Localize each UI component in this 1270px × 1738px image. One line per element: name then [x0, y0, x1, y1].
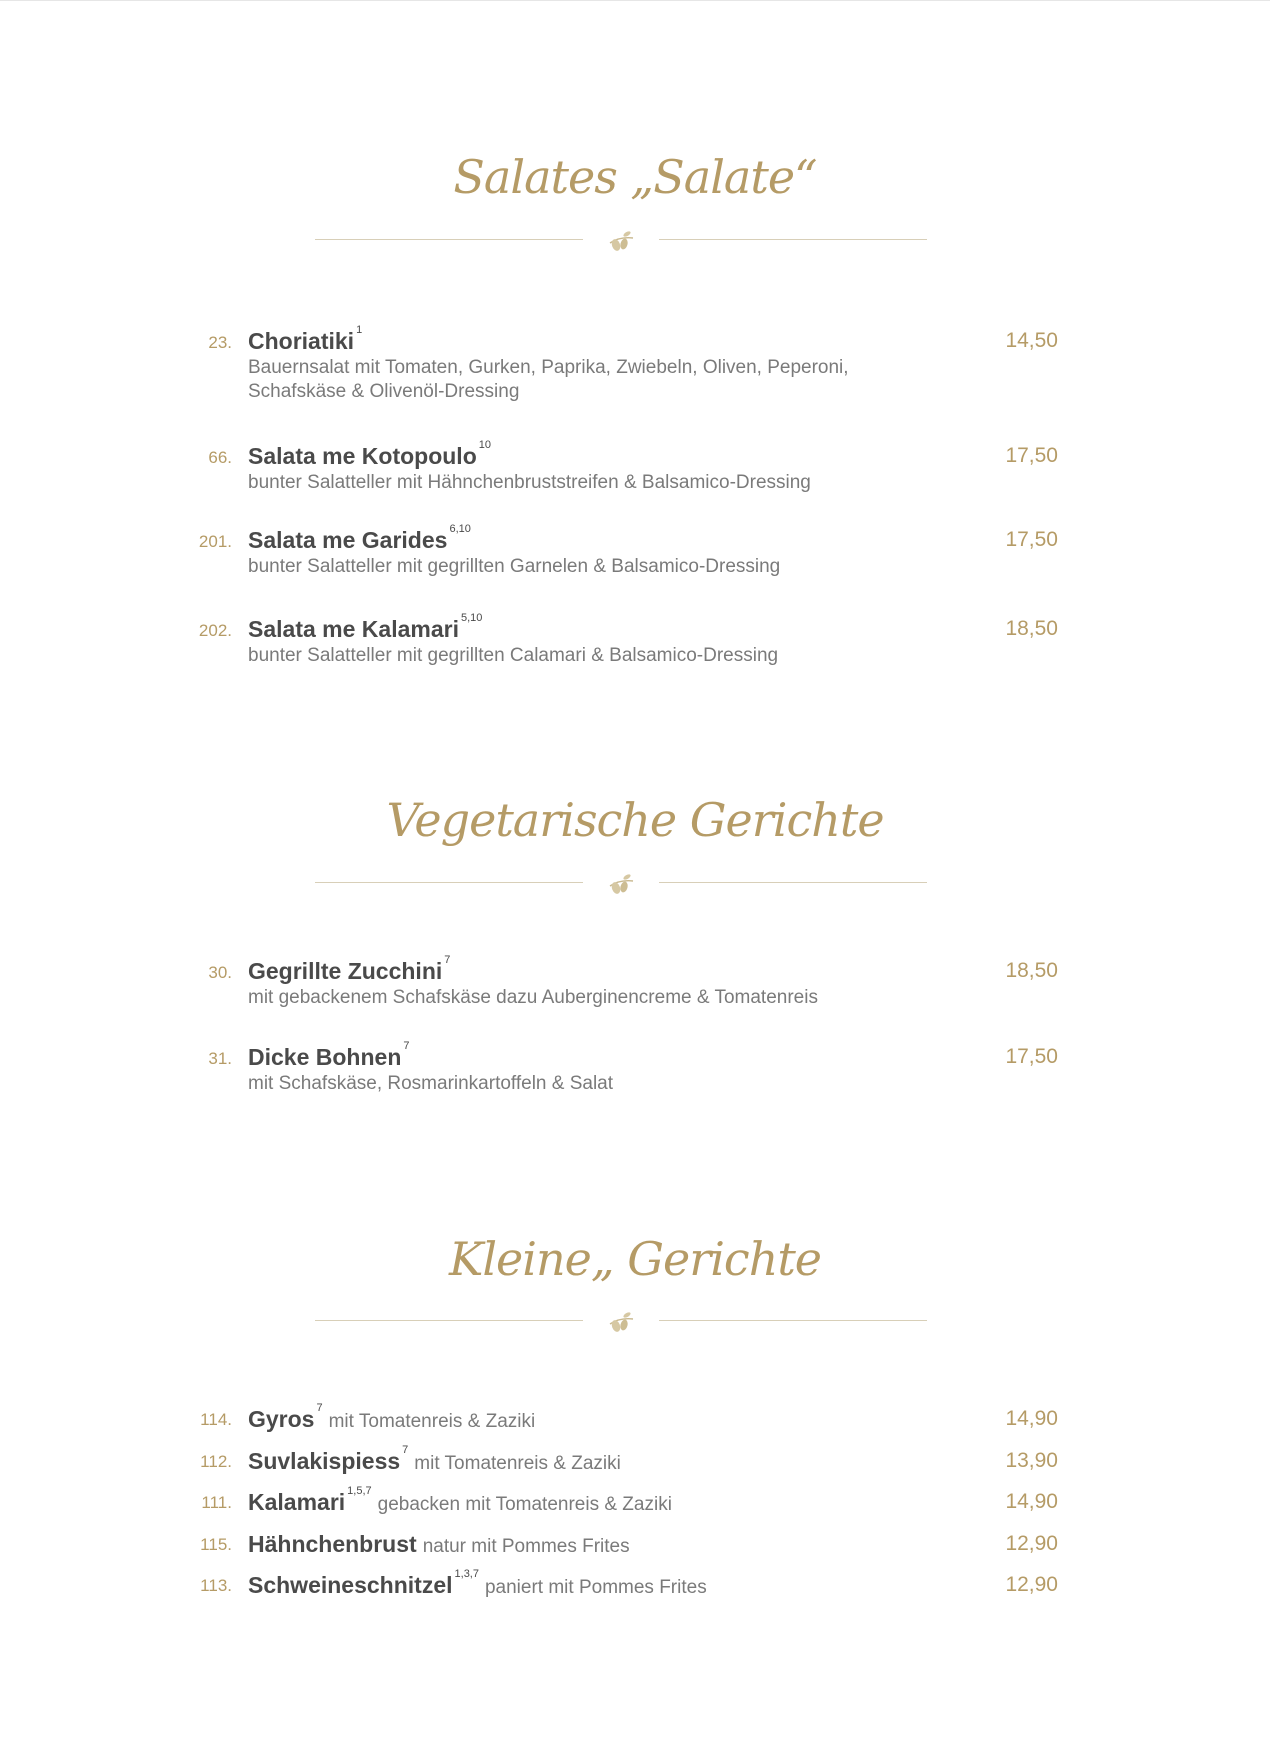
item-price: 12,90 — [1005, 1573, 1058, 1596]
item-description: natur mit Pommes Frites — [422, 1536, 630, 1557]
item-description: mit Tomatenreis & Zaziki — [328, 1411, 536, 1432]
allergen-code: 6,10 — [449, 523, 471, 535]
divider-line-left — [315, 239, 583, 240]
olive-branch-icon — [606, 868, 636, 898]
section-title: Salates „Salate“ — [453, 150, 817, 204]
item-description: bunter Salatteller mit gegrillten Garnelen & Balsamico-Dressing — [248, 556, 781, 577]
item-number: 30. — [208, 963, 232, 982]
allergen-code: 7 — [403, 1040, 410, 1052]
item-description: mit Schafskäse, Rosmarinkartoffeln & Salat — [248, 1073, 614, 1094]
section-title: Kleine„ Gerichte — [448, 1232, 822, 1286]
olive-branch-icon — [606, 225, 636, 255]
item-name: Salata me Garides $^{6,10}$ — [248, 523, 471, 553]
item-name: Schweineschnitzel $^{1,3,7}$paniert mit Pommes Frites — [248, 1568, 707, 1598]
item-number: 114. — [200, 1410, 232, 1429]
item-number: 201. — [198, 532, 232, 551]
item-name: Salata me Kotopoulo $^{10}$ — [248, 439, 491, 469]
divider-line-right — [659, 882, 927, 883]
item-name: Gegrillte Zucchini $^7$ — [248, 954, 451, 984]
allergen-code: 10 — [478, 439, 491, 451]
item-price: 18,50 — [1005, 617, 1058, 640]
divider-line-left — [315, 882, 583, 883]
item-description: paniert mit Pommes Frites — [484, 1577, 707, 1598]
item-name: Suvlakispiess $^7$mit Tomatenreis & Zaziki — [248, 1444, 621, 1474]
item-description: mit gebackenem Schafskäse dazu Auberginencreme & Tomatenreis — [248, 987, 818, 1008]
allergen-code: 7 — [444, 954, 451, 966]
divider-line-right — [659, 239, 927, 240]
item-price: 14,50 — [1005, 329, 1058, 352]
allergen-code: 7 — [316, 1402, 323, 1414]
item-price: 14,90 — [1005, 1490, 1058, 1513]
item-name: Kalamari $^{1,5,7}$gebacken mit Tomatenreis & Zaziki — [248, 1485, 672, 1515]
allergen-code: 1,5,7 — [347, 1485, 372, 1497]
allergen-code: 5,10 — [460, 612, 483, 624]
page-top-border — [0, 0, 1270, 1]
item-number: 23. — [208, 333, 232, 352]
allergen-code: 1,3,7 — [454, 1568, 479, 1580]
allergen-code: 1 — [356, 324, 363, 336]
item-number: 66. — [208, 448, 232, 467]
item-price: 18,50 — [1005, 959, 1058, 982]
item-description: bunter Salatteller mit gegrillten Calamari & Balsamico-Dressing — [248, 645, 779, 666]
item-number: 31. — [208, 1049, 232, 1068]
divider-line-right — [659, 1320, 927, 1321]
item-price: 13,90 — [1005, 1449, 1058, 1472]
item-name: Salata me Kalamari $^{5,10}$ — [248, 612, 483, 642]
item-price: 17,50 — [1005, 1045, 1058, 1068]
item-description: Bauernsalat mit Tomaten, Gurken, Paprika, Zwiebeln, Oliven, Peperoni, Schafskäse & Olivenöl-Dressing — [248, 357, 849, 402]
section-title: Vegetarische Gerichte — [386, 793, 884, 847]
section-divider — [315, 868, 927, 898]
olive-branch-icon — [606, 1306, 636, 1336]
item-description: gebacken mit Tomatenreis & Zaziki — [377, 1494, 672, 1515]
item-price: 17,50 — [1005, 444, 1058, 467]
divider-line-left — [315, 1320, 583, 1321]
item-description: mit Tomatenreis & Zaziki — [414, 1453, 621, 1474]
item-number: 112. — [200, 1452, 232, 1471]
item-name: Hähnchenbrust natur mit Pommes Frites — [248, 1531, 630, 1557]
item-name: Dicke Bohnen $^7$ — [248, 1040, 410, 1070]
item-number: 111. — [201, 1493, 232, 1512]
item-number: 202. — [198, 621, 232, 640]
item-number: 115. — [200, 1535, 232, 1554]
item-name: Choriatiki $^1$ — [248, 324, 363, 354]
item-name: Gyros $^7$mit Tomatenreis & Zaziki — [248, 1402, 536, 1432]
section-divider — [315, 225, 927, 255]
item-description: bunter Salatteller mit Hähnchenbruststreifen & Balsamico-Dressing — [248, 472, 811, 493]
item-number: 113. — [200, 1576, 232, 1595]
allergen-code: 7 — [402, 1444, 409, 1456]
item-price: 17,50 — [1005, 528, 1058, 551]
item-price: 14,90 — [1005, 1407, 1058, 1430]
section-divider — [315, 1306, 927, 1336]
item-price: 12,90 — [1005, 1532, 1058, 1555]
